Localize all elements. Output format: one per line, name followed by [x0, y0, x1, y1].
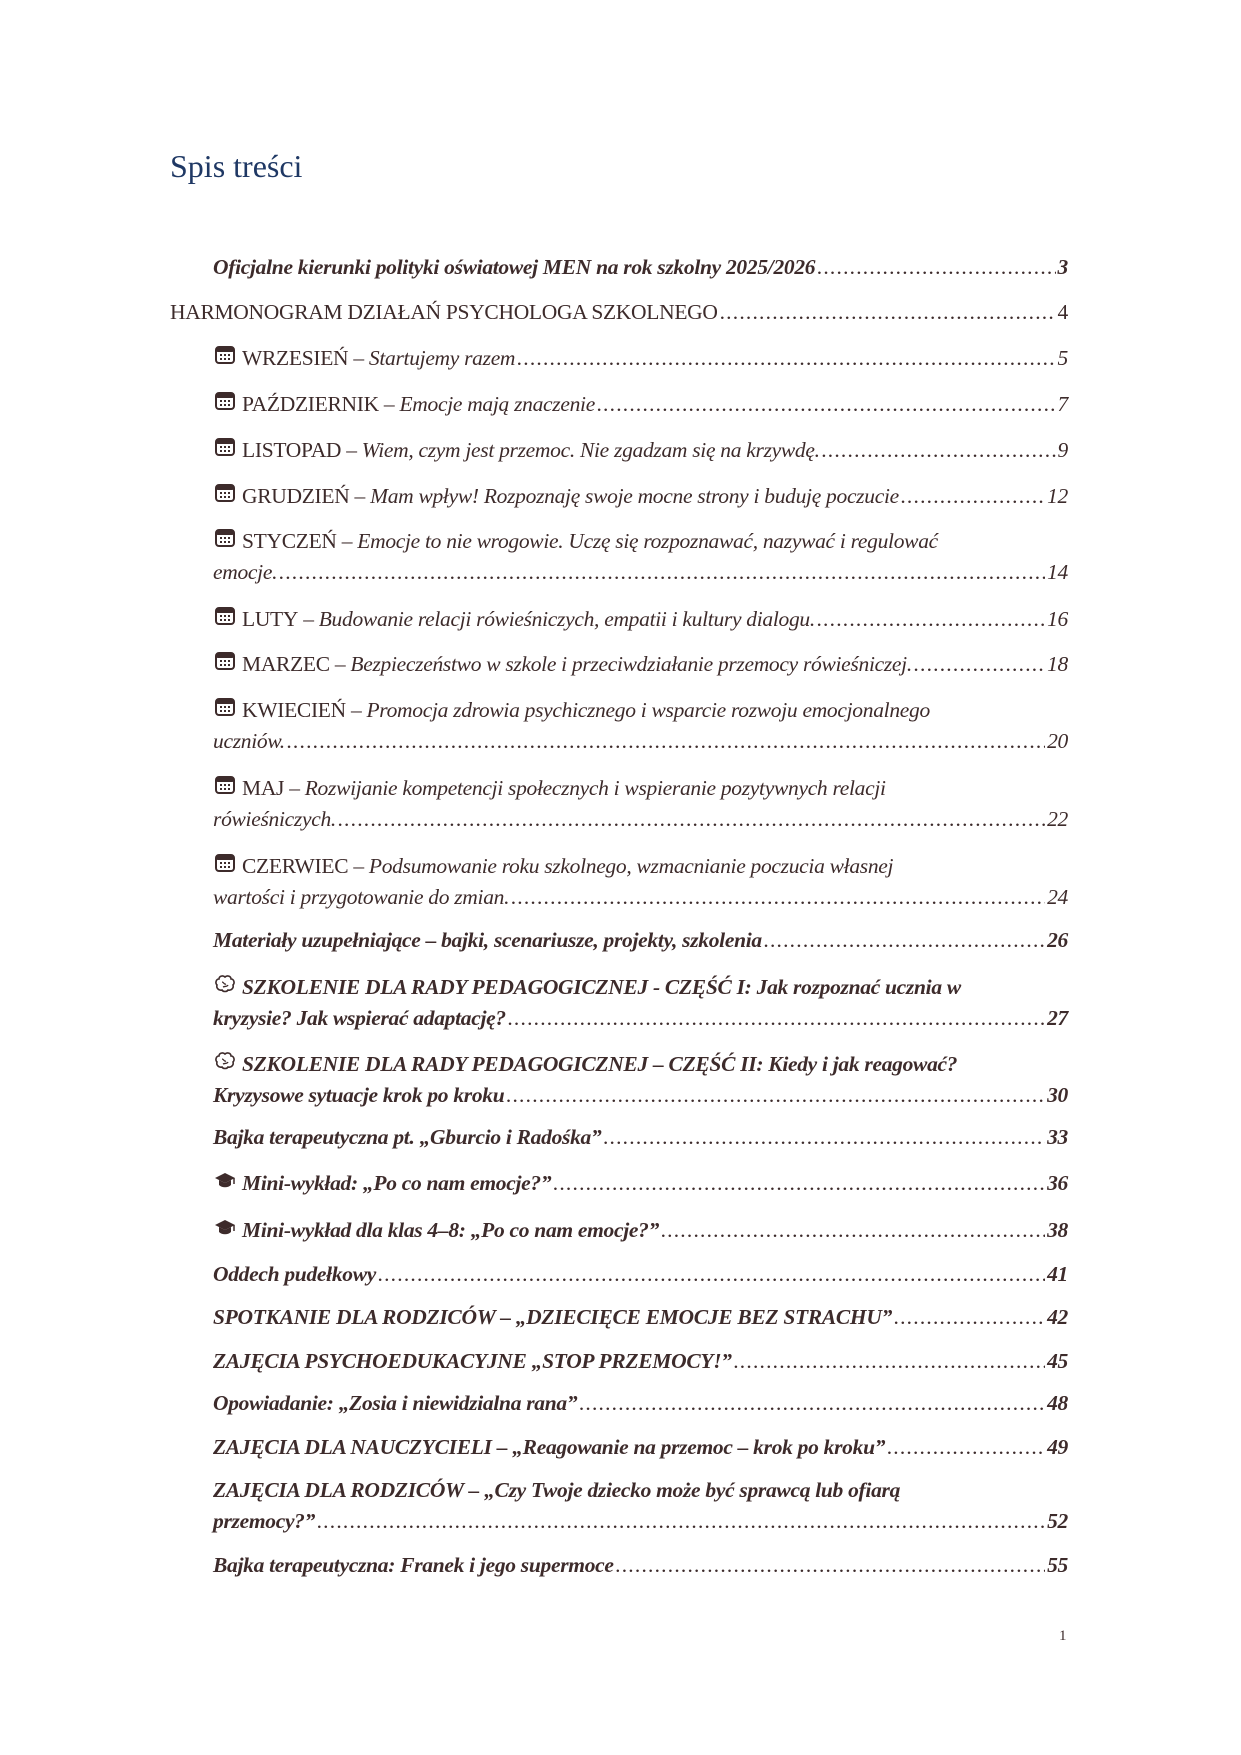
dot-leader	[914, 649, 1045, 680]
entry-text: HARMONOGRAM DZIAŁAŃ PSYCHOLOGA SZKOLNEGO	[170, 300, 718, 324]
page-ref: 22	[1047, 807, 1068, 831]
page-number: 1	[1059, 1628, 1067, 1644]
entry-text: Oddech pudełkowy	[213, 1262, 377, 1286]
entry-text: SZKOLENIE DLA RADY PEDAGOGICZNEJ - CZĘŚĆ I: Jak rozpoznać ucznia w	[242, 975, 961, 999]
dot-leader	[317, 1506, 1045, 1537]
page-ref: 16	[1047, 607, 1068, 631]
month-name: CZERWIEC	[242, 854, 349, 878]
page-ref: 12	[1047, 484, 1068, 508]
month-name: MAJ	[242, 776, 285, 800]
toc-entry[interactable]	[213, 851, 1068, 913]
entry-text: CZERWIEC – Podsumowanie roku szkolnego, wzmacnianie poczucia własnej	[242, 854, 894, 878]
dot-leader	[817, 604, 1045, 635]
dot-leader	[597, 389, 1056, 420]
entry-text: przemocy?”	[213, 1509, 316, 1533]
toc-entry[interactable]	[213, 481, 1068, 512]
entry-text: LUTY – Budowanie relacji rówieśniczych, empatii i kultury dialogu.	[242, 607, 815, 631]
toc-entry[interactable]	[213, 252, 1068, 283]
entry-text: LISTOPAD – Wiem, czym jest przemoc. Nie zgadzam się na krzywdę.	[242, 438, 820, 462]
toc-entry[interactable]	[213, 1302, 1068, 1333]
calendar-icon	[213, 435, 237, 455]
page-ref: 27	[1047, 1006, 1068, 1030]
toc-entry[interactable]	[213, 526, 1068, 588]
entry-text: MAJ – Rozwijanie kompetencji społecznych i wspieranie pozytywnych relacji	[242, 776, 886, 800]
page-ref: 20	[1047, 729, 1068, 753]
page-ref: 30	[1047, 1083, 1068, 1107]
page-ref: 38	[1047, 1218, 1068, 1242]
page-ref: 7	[1057, 392, 1068, 416]
dot-leader	[506, 1080, 1045, 1111]
toc-entry[interactable]	[213, 1168, 1068, 1199]
toc-entry[interactable]	[213, 649, 1068, 680]
dot-leader	[894, 1302, 1045, 1333]
toc-entry[interactable]	[213, 1215, 1068, 1246]
dot-leader	[517, 343, 1055, 374]
month-name: LUTY	[242, 607, 299, 631]
toc-entry[interactable]	[213, 695, 1068, 757]
entry-text: STYCZEŃ – Emocje to nie wrogowie. Uczę się rozpoznawać, nazywać i regulować	[242, 529, 938, 553]
dot-leader	[287, 726, 1045, 757]
entry-text: SZKOLENIE DLA RADY PEDAGOGICZNEJ – CZĘŚĆ II: Kiedy i jak reagować?	[242, 1052, 958, 1076]
calendar-icon	[213, 851, 237, 871]
entry-text: Bajka terapeutyczna: Franek i jego supermoce	[213, 1553, 614, 1577]
page-ref: 45	[1047, 1349, 1068, 1373]
entry-text: wartości i przygotowanie do zmian.	[213, 885, 510, 909]
entry-text: WRZESIEŃ – Startujemy razem	[242, 346, 516, 370]
toc-entry[interactable]	[213, 389, 1068, 420]
entry-text: KWIECIEŃ – Promocja zdrowia psychicznego i wsparcie rozwoju emocjonalnego	[242, 698, 930, 722]
calendar-icon	[213, 695, 237, 715]
brain-icon	[213, 972, 237, 992]
dot-leader	[822, 435, 1056, 466]
calendar-icon	[213, 343, 237, 363]
dot-leader	[661, 1215, 1045, 1246]
page-ref: 26	[1047, 928, 1068, 952]
graduation-cap-icon	[213, 1215, 237, 1235]
entry-text: Bajka terapeutyczna pt. „Gburcio i Radośka”	[213, 1125, 602, 1149]
calendar-icon	[213, 649, 237, 669]
dot-leader	[616, 1550, 1045, 1581]
entry-text: uczniów.	[213, 729, 285, 753]
calendar-icon	[213, 389, 237, 409]
entry-text: ZAJĘCIA DLA NAUCZYCIELI – „Reagowanie na przemoc – krok po kroku”	[213, 1435, 886, 1459]
dot-leader	[378, 1259, 1045, 1290]
entry-text: rówieśniczych.	[213, 807, 336, 831]
entry-text: kryzysie? Jak wspierać adaptację?	[213, 1006, 506, 1030]
page-ref: 5	[1057, 346, 1068, 370]
dot-leader	[817, 252, 1055, 283]
entry-text: GRUDZIEŃ – Mam wpływ! Rozpoznaję swoje mocne strony i buduję poczucie	[242, 484, 899, 508]
toc-entry[interactable]	[213, 773, 1068, 835]
entry-text: Mini-wykład: „Po co nam emocje?”	[242, 1171, 552, 1195]
dot-leader	[579, 1388, 1045, 1419]
toc-entry[interactable]	[213, 1388, 1068, 1419]
entry-text: Opowiadanie: „Zosia i niewidzialna rana”	[213, 1391, 578, 1415]
entry-text: emocje.	[213, 560, 278, 584]
entry-text: Mini-wykład dla klas 4–8: „Po co nam emocje?”	[242, 1218, 660, 1242]
page-ref: 42	[1047, 1305, 1068, 1329]
entry-text: PAŹDZIERNIK – Emocje mają znaczenie	[242, 392, 595, 416]
page-ref: 24	[1047, 885, 1068, 909]
month-name: KWIECIEŃ	[242, 698, 346, 722]
dot-leader	[720, 297, 1056, 328]
page-ref: 52	[1047, 1509, 1068, 1533]
brain-icon	[213, 1049, 237, 1069]
entry-text: ZAJĘCIA DLA RODZICÓW – „Czy Twoje dziecko może być sprawcą lub ofiarą	[213, 1478, 901, 1502]
toc-entry[interactable]	[170, 297, 1068, 328]
dot-leader	[553, 1168, 1045, 1199]
graduation-cap-icon	[213, 1168, 237, 1188]
page-ref: 48	[1047, 1391, 1068, 1415]
calendar-icon	[213, 773, 237, 793]
month-name: STYCZEŃ	[242, 529, 337, 553]
page-ref: 3	[1057, 255, 1068, 279]
dot-leader	[279, 557, 1045, 588]
dot-leader	[887, 1432, 1045, 1463]
toc-entry[interactable]	[213, 604, 1068, 635]
toc-entry[interactable]	[213, 1550, 1068, 1581]
toc-entry[interactable]	[213, 435, 1068, 466]
dot-leader	[901, 481, 1045, 512]
page-ref: 4	[1057, 300, 1068, 324]
dot-leader	[764, 925, 1045, 956]
entry-text: Materiały uzupełniające – bajki, scenariusze, projekty, szkolenia	[213, 928, 762, 952]
toc-entry[interactable]	[213, 972, 1068, 1034]
toc-entry[interactable]	[213, 1049, 1068, 1111]
entry-text: ZAJĘCIA PSYCHOEDUKACYJNE „STOP PRZEMOCY!”	[213, 1349, 732, 1373]
dot-leader	[508, 1003, 1045, 1034]
page-ref: 9	[1057, 438, 1068, 462]
month-name: WRZESIEŃ	[242, 346, 349, 370]
page-ref: 55	[1047, 1553, 1068, 1577]
dot-leader	[603, 1122, 1045, 1153]
toc-entry[interactable]	[213, 1346, 1068, 1377]
month-name: LISTOPAD	[242, 438, 342, 462]
page-ref: 18	[1047, 652, 1068, 676]
toc-entry[interactable]	[213, 1432, 1068, 1463]
toc-entry[interactable]	[213, 1259, 1068, 1290]
entry-text: MARZEC – Bezpieczeństwo w szkole i przeciwdziałanie przemocy rówieśniczej.	[242, 652, 912, 676]
toc-entry[interactable]	[213, 925, 1068, 956]
dot-leader	[338, 804, 1045, 835]
month-name: PAŹDZIERNIK	[242, 392, 379, 416]
page-ref: 36	[1047, 1171, 1068, 1195]
calendar-icon	[213, 481, 237, 501]
page-ref: 41	[1047, 1262, 1068, 1286]
month-name: MARZEC	[242, 652, 330, 676]
entry-text: Oficjalne kierunki polityki oświatowej MEN na rok szkolny 2025/2026	[213, 255, 816, 279]
entry-text: Kryzysowe sytuacje krok po kroku	[213, 1083, 505, 1107]
calendar-icon	[213, 526, 237, 546]
month-name: GRUDZIEŃ	[242, 484, 350, 508]
toc-entry[interactable]	[213, 1475, 1068, 1537]
dot-leader	[734, 1346, 1045, 1377]
calendar-icon	[213, 604, 237, 624]
entry-text: SPOTKANIE DLA RODZICÓW – „DZIECIĘCE EMOCJE BEZ STRACHU”	[213, 1305, 893, 1329]
toc-entry[interactable]	[213, 343, 1068, 374]
page-ref: 33	[1047, 1125, 1068, 1149]
toc-title: Spis treści	[170, 148, 303, 184]
page-ref: 49	[1047, 1435, 1068, 1459]
page-ref: 14	[1047, 560, 1068, 584]
dot-leader	[511, 882, 1045, 913]
toc-entry[interactable]	[213, 1122, 1068, 1153]
